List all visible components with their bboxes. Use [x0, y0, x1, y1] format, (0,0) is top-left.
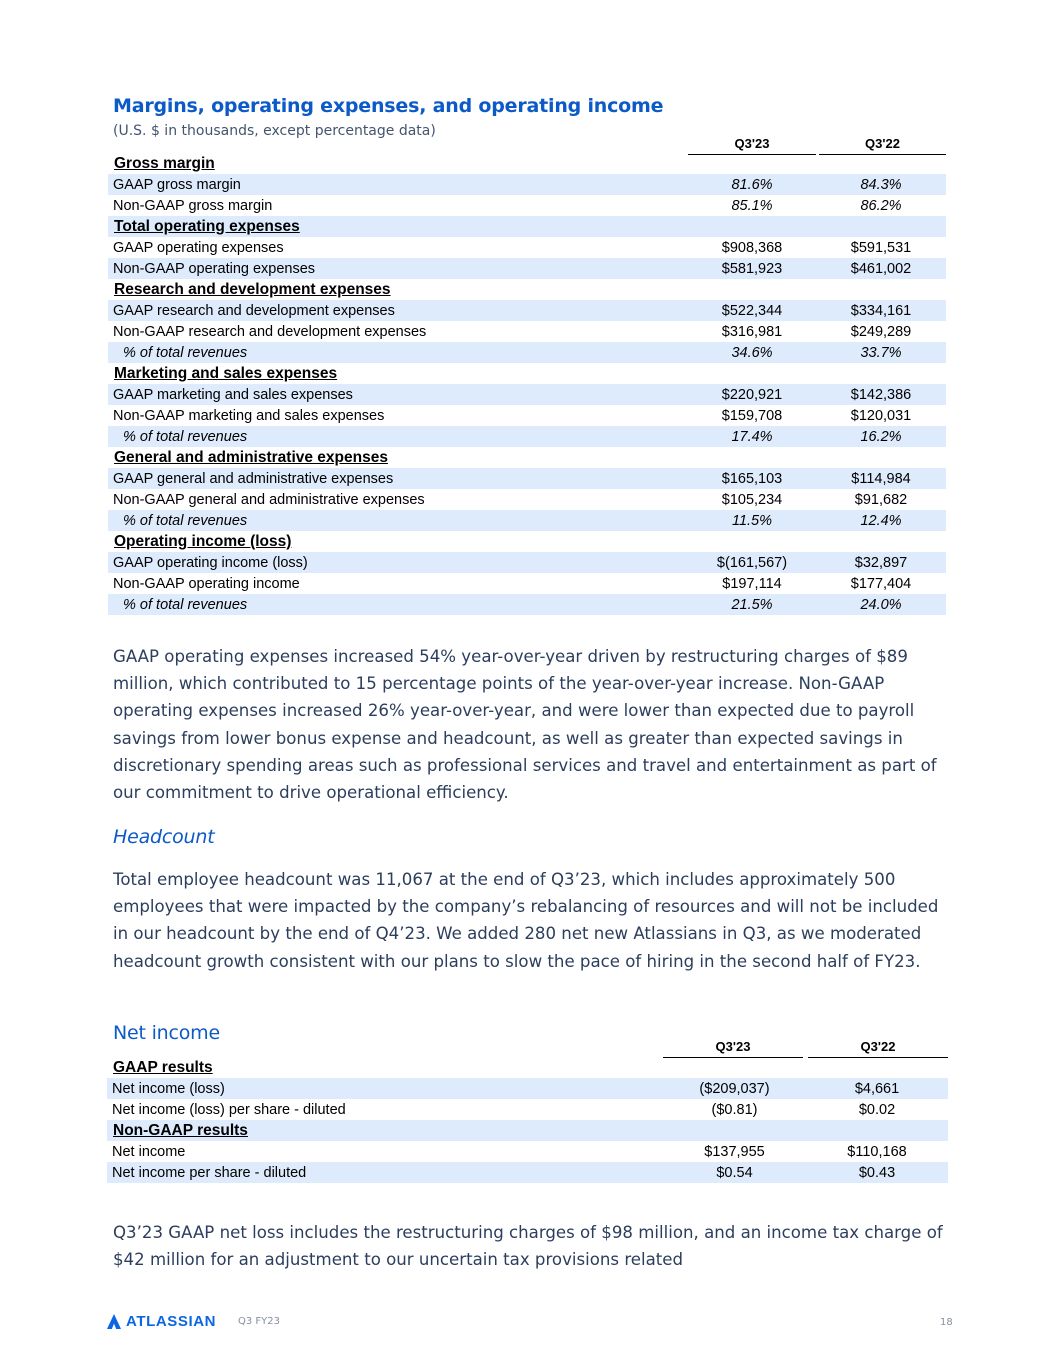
cell-q3-23: $522,344	[688, 300, 816, 321]
cell-q3-23	[688, 216, 816, 237]
table-row	[108, 384, 946, 405]
table-row	[108, 300, 946, 321]
margins-table	[108, 153, 946, 615]
row-label: Non-GAAP operating income	[113, 575, 300, 592]
table-row	[108, 489, 946, 510]
cell-q3-23: 11.5%	[688, 510, 816, 531]
row-label: GAAP research and development expenses	[108, 300, 688, 321]
row-label: GAAP operating expenses	[113, 239, 284, 256]
table-section-header	[108, 363, 946, 384]
footer-page-number: 18	[940, 1317, 953, 1328]
cell-q3-23: $197,114	[722, 575, 782, 592]
cell-q3-22: $142,386	[816, 384, 946, 405]
cell-q3-22: 24.0%	[816, 594, 946, 615]
row-label: Non-GAAP general and administrative expenses	[113, 491, 425, 508]
cell-q3-23: $159,708	[721, 407, 783, 424]
cell-q3-23	[663, 1057, 806, 1078]
row-label: Non-GAAP marketing and sales expenses	[113, 407, 385, 424]
cell-q3-22	[816, 153, 946, 174]
table-row	[107, 1078, 948, 1099]
cell-q3-22	[806, 1120, 948, 1141]
cell-q3-22: 12.4%	[816, 510, 946, 531]
row-label: Operating income (loss)	[114, 532, 292, 550]
cell-q3-23: $220,921	[688, 384, 816, 405]
table-row	[107, 1162, 948, 1183]
margins-title: Margins, operating expenses, and operating income	[113, 95, 664, 117]
table-section-header	[108, 531, 946, 552]
table-row	[108, 552, 946, 573]
row-label: Non-GAAP research and development expenses	[113, 323, 427, 340]
table-row	[107, 1141, 948, 1162]
cell-q3-22	[816, 279, 946, 300]
row-label: % of total revenues	[108, 510, 688, 531]
net-loss-paragraph: Q3’23 GAAP net loss includes the restructuring charges of $98 million, and an income tax charge of $42 million for an adjustment to our uncertain tax provisions related	[113, 1223, 943, 1270]
cell-q3-23: $105,234	[721, 491, 783, 508]
row-label: Net income (loss)	[107, 1078, 663, 1099]
cell-q3-22	[806, 1057, 948, 1078]
table-section-header	[108, 447, 946, 468]
cell-q3-23: 81.6%	[688, 174, 816, 195]
row-label: Non-GAAP operating expenses	[108, 258, 688, 279]
row-label: Gross margin	[114, 154, 215, 172]
cell-q3-23	[688, 531, 816, 552]
row-label: GAAP operating income (loss)	[108, 552, 688, 573]
cell-q3-23: 17.4%	[688, 426, 816, 447]
cell-q3-22: $0.43	[806, 1162, 948, 1183]
table-row	[107, 1099, 948, 1120]
row-label: % of total revenues	[108, 426, 688, 447]
row-label: GAAP gross margin	[108, 174, 688, 195]
opex-paragraph: GAAP operating expenses increased 54% year-over-year driven by restructuring charges of $89 million, which contributed to 15 percentage points of the year-over-year increase. Non-GAAP operating expenses increased 26% year-over-year, and were lower than expected due to payroll savings from lower bonus expense and headcount, as well as greater than expected savings in discretionary spending areas such as professional services and travel and entertainment as part of our commitment to drive operational efficiency.	[113, 647, 937, 803]
cell-q3-23: $581,923	[688, 258, 816, 279]
row-label: Marketing and sales expenses	[114, 364, 338, 382]
cell-q3-22: $177,404	[850, 575, 912, 592]
table-section-header	[108, 153, 946, 174]
net-income-col-q3-23: Q3'23	[663, 1039, 803, 1058]
table-row	[108, 342, 946, 363]
cell-q3-23	[688, 363, 816, 384]
cell-q3-22: $120,031	[850, 407, 912, 424]
row-label: General and administrative expenses	[114, 448, 388, 466]
cell-q3-23: 21.5%	[688, 594, 816, 615]
row-label: GAAP results	[113, 1058, 213, 1076]
cell-q3-22: 84.3%	[816, 174, 946, 195]
cell-q3-22: $4,661	[806, 1078, 948, 1099]
cell-q3-23: $165,103	[688, 468, 816, 489]
row-label: GAAP marketing and sales expenses	[108, 384, 688, 405]
row-label: Net income	[112, 1143, 186, 1160]
row-label: Non-GAAP gross margin	[113, 197, 273, 214]
table-row	[108, 426, 946, 447]
row-label: Net income (loss) per share - diluted	[112, 1101, 346, 1118]
table-section-header	[108, 279, 946, 300]
net-income-col-q3-22: Q3'22	[808, 1039, 948, 1058]
cell-q3-23: ($209,037)	[663, 1078, 806, 1099]
headcount-title: Headcount	[113, 826, 215, 848]
table-row	[108, 510, 946, 531]
table-row	[108, 468, 946, 489]
cell-q3-22: 86.2%	[860, 197, 902, 214]
net-income-table	[107, 1057, 948, 1183]
table-section-header	[107, 1057, 948, 1078]
cell-q3-22: $461,002	[816, 258, 946, 279]
cell-q3-23: $908,368	[721, 239, 783, 256]
row-label: % of total revenues	[108, 594, 688, 615]
cell-q3-23: 34.6%	[688, 342, 816, 363]
row-label: Research and development expenses	[114, 280, 391, 298]
table-row	[108, 405, 946, 426]
cell-q3-23: $(161,567)	[688, 552, 816, 573]
cell-q3-22: 33.7%	[816, 342, 946, 363]
table-row	[108, 258, 946, 279]
table-row	[108, 573, 946, 594]
cell-q3-23	[688, 447, 816, 468]
row-label: GAAP general and administrative expenses	[108, 468, 688, 489]
cell-q3-23	[663, 1120, 806, 1141]
cell-q3-22: $249,289	[850, 323, 912, 340]
margins-subtitle: (U.S. $ in thousands, except percentage data)	[113, 123, 436, 139]
cell-q3-23	[688, 153, 816, 174]
margins-col-q3-23: Q3'23	[688, 136, 816, 155]
cell-q3-23: 85.1%	[731, 197, 773, 214]
margins-col-q3-22: Q3'22	[819, 136, 946, 155]
net-income-title: Net income	[113, 1022, 220, 1044]
cell-q3-22	[816, 363, 946, 384]
headcount-paragraph: Total employee headcount was 11,067 at the end of Q3’23, which includes approximately 500 employees that were impacted by the company’s rebalancing of resources and will not be included in our headcount by the end of Q4’23. We added 280 net new Atlassians in Q3, as we moderated headcount growth consistent with our plans to slow the pace of hiring in the second half of FY23.	[113, 870, 939, 971]
cell-q3-22: $0.02	[858, 1101, 896, 1118]
cell-q3-22	[816, 447, 946, 468]
footer-brand: ATLASSIAN	[126, 1313, 217, 1330]
row-label: Total operating expenses	[108, 216, 688, 237]
table-section-header	[107, 1120, 948, 1141]
cell-q3-23: $316,981	[721, 323, 783, 340]
cell-q3-22: $114,984	[816, 468, 946, 489]
atlassian-mark-icon	[107, 1314, 121, 1329]
table-section-header	[108, 216, 946, 237]
cell-q3-23: ($0.81)	[711, 1101, 758, 1118]
table-row	[108, 321, 946, 342]
cell-q3-22	[816, 531, 946, 552]
cell-q3-22: $110,168	[847, 1143, 907, 1160]
row-label: Non-GAAP results	[107, 1120, 663, 1141]
cell-q3-22: 16.2%	[816, 426, 946, 447]
row-label: Net income per share - diluted	[107, 1162, 663, 1183]
cell-q3-22: $91,682	[854, 491, 908, 508]
table-row	[108, 174, 946, 195]
cell-q3-22: $334,161	[816, 300, 946, 321]
cell-q3-22	[816, 216, 946, 237]
atlassian-logo	[107, 1313, 216, 1330]
cell-q3-23: $0.54	[663, 1162, 806, 1183]
cell-q3-23: $137,955	[704, 1143, 765, 1160]
row-label: % of total revenues	[108, 342, 688, 363]
table-row	[108, 195, 946, 216]
table-row	[108, 594, 946, 615]
footer-quarter: Q3 FY23	[238, 1316, 280, 1327]
table-row	[108, 237, 946, 258]
cell-q3-23	[688, 279, 816, 300]
cell-q3-22: $591,531	[850, 239, 912, 256]
cell-q3-22: $32,897	[816, 552, 946, 573]
